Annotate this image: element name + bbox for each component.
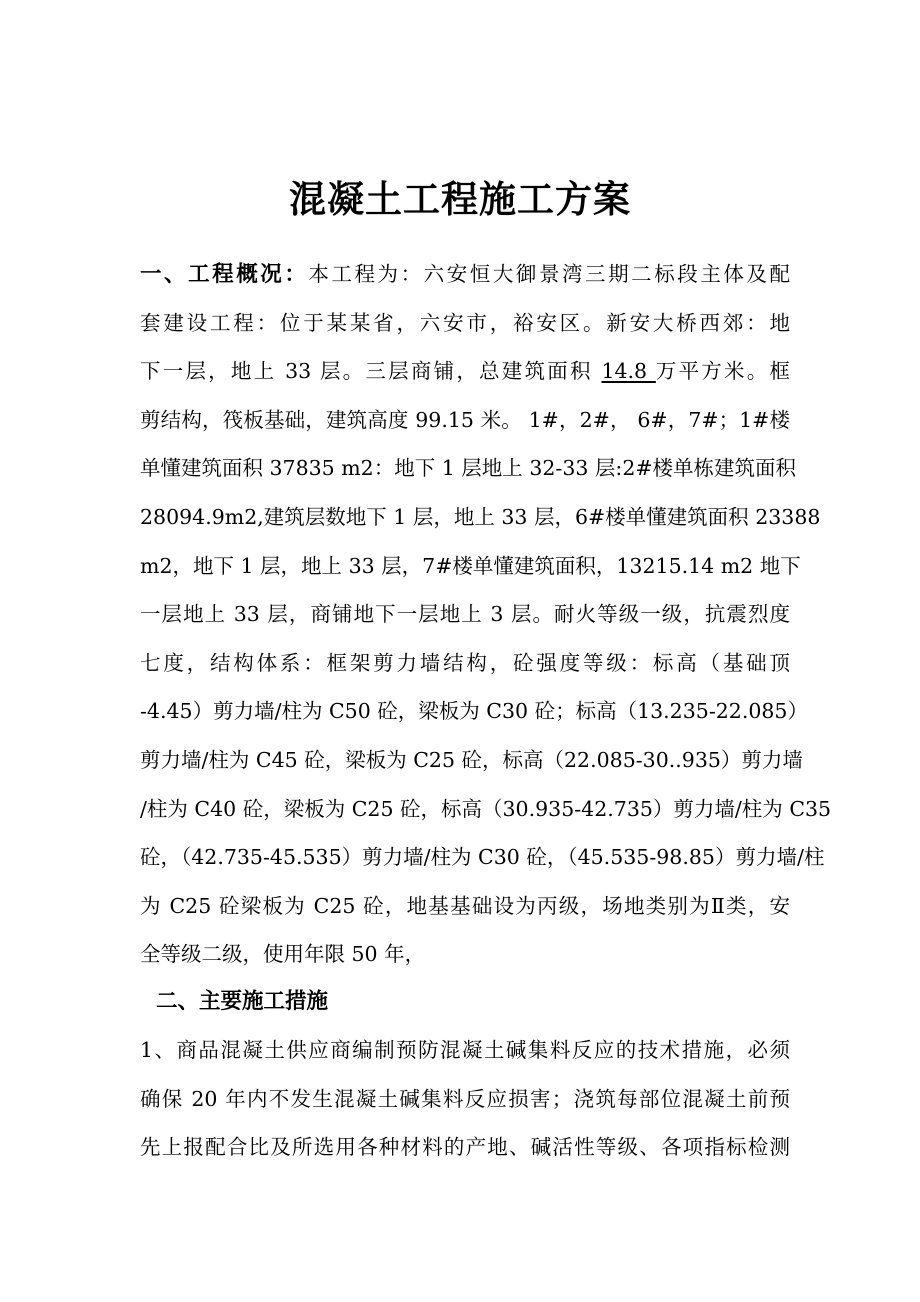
paragraph-line: 28094.9m2,建筑层数地下 1 层，地上 33 层，6#楼单懂建筑面积 23388 bbox=[140, 504, 821, 529]
paragraph-line: 剪力墙/柱为 C45 砼，梁板为 C25 砼，标高（22.085-30..935）剪力墙 bbox=[140, 747, 803, 772]
paragraph-line: 下一层，地上 33 层。三层商铺，总建筑面积 14.8 万平方米。框 bbox=[140, 359, 790, 384]
paragraph-line: 一、工程概况：本工程为：六安恒大御景湾三期二标段主体及配 bbox=[140, 262, 790, 287]
paragraph-line: m2，地下 1 层，地上 33 层，7#楼单懂建筑面积，13215.14 m2 地下 bbox=[140, 553, 801, 578]
paragraph-line: -4.45）剪力墙/柱为 C50 砼，梁板为 C30 砼；标高（13.235-22.085） bbox=[140, 699, 808, 724]
paragraph-line: 套建设工程：位于某某省，六安市，裕安区。新安大桥西郊：地 bbox=[140, 310, 790, 335]
underlined-area-value: 14.8 bbox=[601, 359, 656, 384]
section-heading-measures: 二、主要施工措施 bbox=[156, 989, 329, 1014]
paragraph-line: 一层地上 33 层，商铺地下一层地上 3 层。耐火等级一级，抗震烈度 bbox=[140, 602, 790, 627]
paragraph-line: 单懂建筑面积 37835 m2：地下 1 层地上 32-33 层:2#楼单栋建筑面积 bbox=[140, 456, 797, 481]
section-heading-overview: 一、工程概况： bbox=[140, 262, 309, 287]
section-overview bbox=[140, 250, 832, 979]
document-title: 混凝土工程施工方案 bbox=[289, 177, 631, 221]
paragraph-line: 1、商品混凝土供应商编制预防混凝土碱集料反应的技术措施，必须 bbox=[140, 1038, 790, 1062]
paragraph-line: 砼，（42.735-45.535）剪力墙/柱为 C30 砼，（45.535-98.85）剪力墙/柱 bbox=[140, 845, 825, 870]
paragraph-line: 确保 20 年内不发生混凝土碱集料反应损害；浇筑每部位混凝土前预 bbox=[140, 1086, 790, 1111]
paragraph-line: 剪结构，筏板基础，建筑高度 99.15 米。 1#，2#， 6#，7#；1#楼 bbox=[140, 407, 790, 432]
section-measures bbox=[140, 1026, 790, 1172]
paragraph-line: 先上报配合比及所选用各种材料的产地、碱活性等级、各项指标检测 bbox=[140, 1135, 790, 1160]
paragraph-line: 为 C25 砼梁板为 C25 砼，地基基础设为丙级，场地类别为Ⅱ类，安 bbox=[140, 893, 790, 918]
paragraph-line: 七度，结构体系：框架剪力墙结构，砼强度等级：标高（基础顶 bbox=[140, 650, 790, 675]
paragraph-line: /柱为 C40 砼，梁板为 C25 砼，标高（30.935-42.735）剪力墙/柱为 C35 bbox=[140, 796, 832, 821]
paragraph-line: 全等级二级，使用年限 50 年， bbox=[140, 942, 426, 967]
